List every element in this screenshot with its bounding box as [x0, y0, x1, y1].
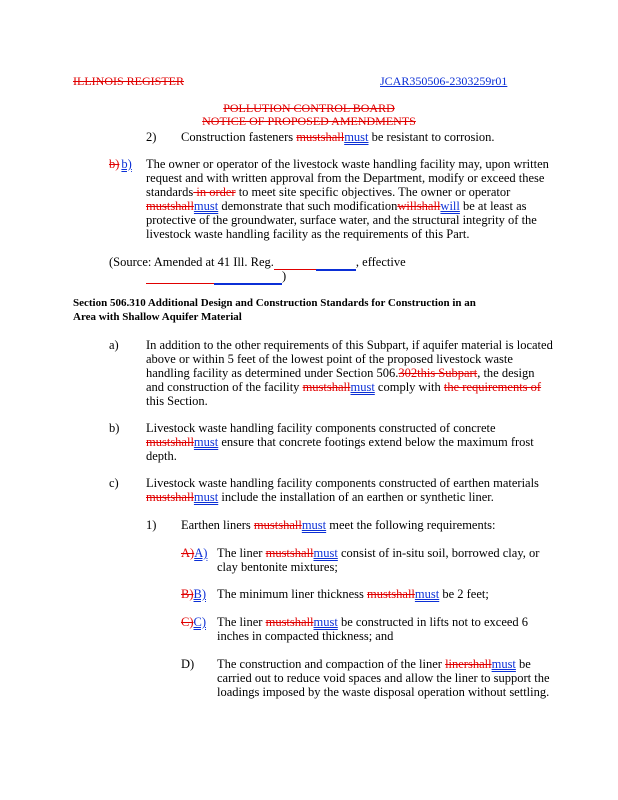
subsection-a-line: handling facility as determined under Section 506.302this Subpart, the design	[146, 366, 535, 380]
item-b-line: standards in order to meet site specific objectives. The owner or operator	[146, 185, 511, 199]
source-date-line: )	[146, 269, 286, 285]
subsection-b-line: depth.	[146, 449, 177, 463]
effective-date-blank-new	[214, 269, 282, 285]
item-2-text: Construction fasteners mustshallmust be resistant to corrosion.	[181, 130, 495, 144]
notice-title: NOTICE OF PROPOSED AMENDMENTS	[202, 114, 416, 128]
effective-date-blank	[146, 269, 214, 284]
reg-page-blank	[274, 255, 316, 270]
subsection-b-label: b)	[109, 421, 120, 435]
item-C-line: inches in compacted thickness; and	[217, 629, 394, 643]
reg-number-blank	[316, 255, 356, 271]
item-B-label: B)B)	[181, 587, 206, 601]
jcar-code: JCAR350506-2303259r01	[380, 74, 508, 88]
section-heading-cont: Area with Shallow Aquifer Material	[73, 311, 242, 323]
item-1-text: Earthen liners mustshallmust meet the following requirements:	[181, 518, 496, 532]
board-title: POLLUTION CONTROL BOARD	[223, 101, 395, 115]
subsection-b-line: mustshallmust ensure that concrete footings extend below the maximum frost	[146, 435, 534, 449]
item-b-line: request and with written approval from the Department, modify or exceed these	[146, 171, 545, 185]
item-D-line: carried out to reduce void spaces and allow the liner to support the	[217, 671, 550, 685]
item-C-label: C)C)	[181, 615, 206, 629]
subsection-a-line: In addition to the other requirements of this Subpart, if aquifer material is located	[146, 338, 553, 352]
item-A-line: The liner mustshallmust consist of in-situ soil, borrowed clay, or	[217, 546, 540, 560]
subsection-a-line: and construction of the facility mustshallmust comply with the requirements of	[146, 380, 542, 394]
item-number: 2)	[146, 130, 157, 144]
item-D-line: The construction and compaction of the liner linershallmust be	[217, 657, 531, 671]
item-D-label: D)	[181, 657, 195, 671]
item-B-line: The minimum liner thickness mustshallmust be 2 feet;	[217, 587, 489, 601]
item-b-line: protective of the groundwater, surface water, and the structural integrity of the	[146, 213, 537, 227]
item-b-label: b) b)	[109, 157, 132, 171]
item-D-line: loadings imposed by the waste disposal operation without settling.	[217, 685, 550, 699]
source-note: (Source: Amended at 41 Ill. Reg. , effective	[109, 255, 406, 269]
item-b-line: The owner or operator of the livestock waste handling facility may, upon written	[146, 157, 549, 171]
item-A-line: clay bentonite mixtures;	[217, 560, 338, 574]
item-A-label: A)A)	[181, 546, 208, 560]
subsection-a-line: above or within 5 feet of the lowest point of the proposed livestock waste	[146, 352, 513, 366]
subsection-a-label: a)	[109, 338, 119, 352]
item-b-line: mustshallmust demonstrate that such modificationwillshallwill be at least as	[146, 199, 527, 213]
item-b-line: livestock waste handling facility as the requirements of this Part.	[146, 227, 470, 241]
item-1-label: 1)	[146, 518, 157, 532]
subsection-c-line: Livestock waste handling facility components constructed of earthen materials	[146, 476, 539, 490]
subsection-b-line: Livestock waste handling facility components constructed of concrete	[146, 421, 496, 435]
subsection-c-label: c)	[109, 476, 119, 490]
subsection-a-line: this Section.	[146, 394, 208, 408]
subsection-c-line: mustshallmust include the installation of an earthen or synthetic liner.	[146, 490, 494, 504]
item-C-line: The liner mustshallmust be constructed in lifts not to exceed 6	[217, 615, 529, 629]
register-header: ILLINOIS REGISTER	[73, 74, 184, 88]
section-heading: Section 506.310 Additional Design and Construction Standards for Construction in an	[73, 297, 476, 309]
